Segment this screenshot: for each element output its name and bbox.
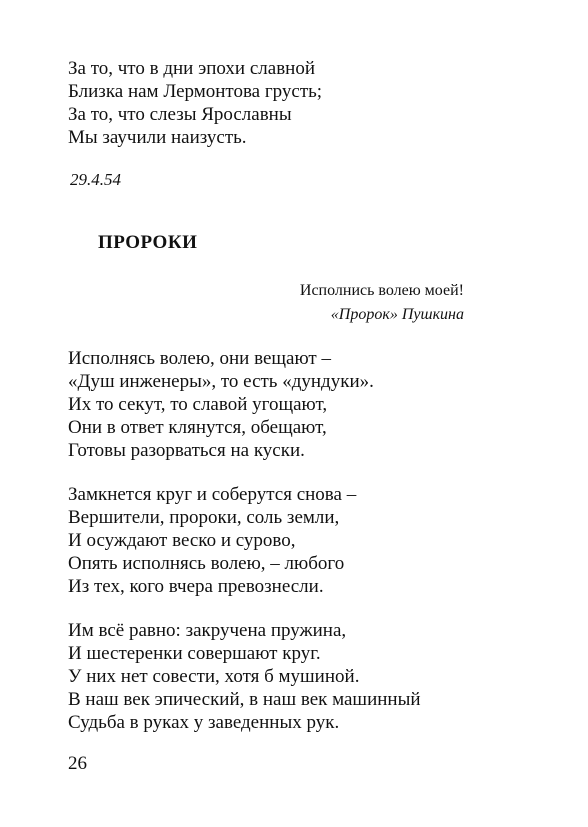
verse-line: Исполнясь волею, они вещают – — [68, 348, 331, 369]
verse-line: «Душ инженеры», то есть «дундуки». — [68, 371, 374, 392]
verse-line: Из тех, кого вчера превознесли. — [68, 576, 324, 597]
verse-line: И шестеренки совершают круг. — [68, 643, 321, 664]
verse-line: Близка нам Лермонтова грусть; — [68, 81, 323, 102]
verse-line: Вершители, пророки, соль земли, — [68, 507, 340, 528]
verse-line: Их то секут, то славой угощают, — [68, 394, 328, 415]
poem-date: 29.4.54 — [70, 170, 121, 189]
verse-line: Им всё равно: закручена пружина, — [68, 620, 347, 641]
page-number: 26 — [68, 753, 87, 774]
poem-title: ПРОРОКИ — [98, 232, 198, 253]
verse-line: Замкнется круг и соберутся снова – — [68, 484, 357, 505]
verse-line: У них нет совести, хотя б мушиной. — [68, 666, 360, 687]
verse-line: В наш век эпический, в наш век машинный — [68, 689, 421, 710]
verse-line: И осуждают веско и сурово, — [68, 530, 296, 551]
verse-line: Они в ответ клянутся, обещают, — [68, 417, 327, 438]
verse-line: За то, что в дни эпохи славной — [68, 58, 316, 79]
verse-line: Готовы разорваться на куски. — [68, 440, 305, 461]
verse-line: Мы заучили наизусть. — [68, 127, 247, 148]
epigraph-source: «Пророк» Пушкина — [330, 306, 464, 323]
epigraph-text: Исполнись волею моей! — [299, 282, 464, 299]
verse-line: За то, что слезы Ярославны — [68, 104, 292, 125]
verse-line: Опять исполнясь волею, – любого — [68, 553, 345, 574]
verse-line: Судьба в руках у заведенных рук. — [68, 712, 340, 733]
